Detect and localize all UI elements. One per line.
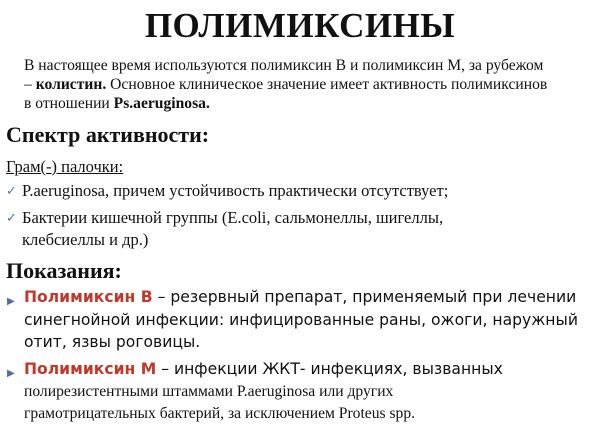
indication-text: – резервный препарат, применяемый при лечении bbox=[152, 288, 577, 306]
drug-name: Полимиксин В bbox=[24, 288, 153, 306]
pseudomonas-term: Ps.aeruginosa. bbox=[113, 95, 210, 112]
arrow-bullet-icon: ▶ bbox=[7, 296, 15, 307]
spectrum-item bbox=[6, 180, 596, 202]
indication-item bbox=[6, 358, 600, 425]
indication-line: отит, язвы роговицы. bbox=[24, 333, 201, 351]
indication-line: грамотрицательных бактерий, за исключением Proteus spp. bbox=[24, 405, 416, 422]
indication-line: синегнойной инфекции: инфицированные раны, ожоги, наружный bbox=[24, 311, 578, 329]
intro-dash: – bbox=[24, 76, 36, 93]
intro-line-2 bbox=[24, 75, 596, 94]
indications-heading: Показания: bbox=[6, 258, 122, 283]
page-title: ПОЛИМИКСИНЫ bbox=[144, 6, 456, 45]
indication-line: полирезистентными штаммами P.aeruginosa или других bbox=[24, 383, 394, 400]
indication-item bbox=[6, 286, 600, 353]
check-icon: ✓ bbox=[6, 210, 17, 225]
check-icon: ✓ bbox=[6, 183, 17, 198]
spectrum-item-text: Бактерии кишечной группы (E.coli, сальмонеллы, шигеллы, bbox=[22, 208, 444, 227]
spectrum-heading: Спектр активности: bbox=[6, 122, 210, 147]
intro-line-1: В настоящее время используются полимиксин В и полимиксин М, за рубежом bbox=[24, 57, 544, 74]
intro-line-3 bbox=[24, 94, 596, 113]
colistin-term: колистин. bbox=[35, 76, 107, 93]
spectrum-item-text: клебсиеллы и др.) bbox=[22, 230, 149, 249]
indication-line bbox=[24, 358, 600, 381]
spectrum-item-text: P.aeruginosa, причем устойчивость практически отсутствует; bbox=[22, 181, 449, 200]
indication-text: – инфекции ЖКТ- инфекциях, вызванных bbox=[156, 360, 503, 378]
arrow-bullet-icon: ▶ bbox=[7, 368, 15, 379]
spectrum-item bbox=[6, 207, 596, 251]
drug-name: Полимиксин М bbox=[24, 360, 157, 378]
intro-line-2-rest: Основное клиническое значение имеет активность полимиксинов bbox=[106, 76, 548, 93]
intro-line-3-prefix: в отношении bbox=[24, 95, 114, 112]
intro-paragraph bbox=[24, 56, 596, 113]
gram-negative-label: Грам(-) палочки: bbox=[6, 157, 124, 176]
indication-line bbox=[24, 286, 600, 309]
